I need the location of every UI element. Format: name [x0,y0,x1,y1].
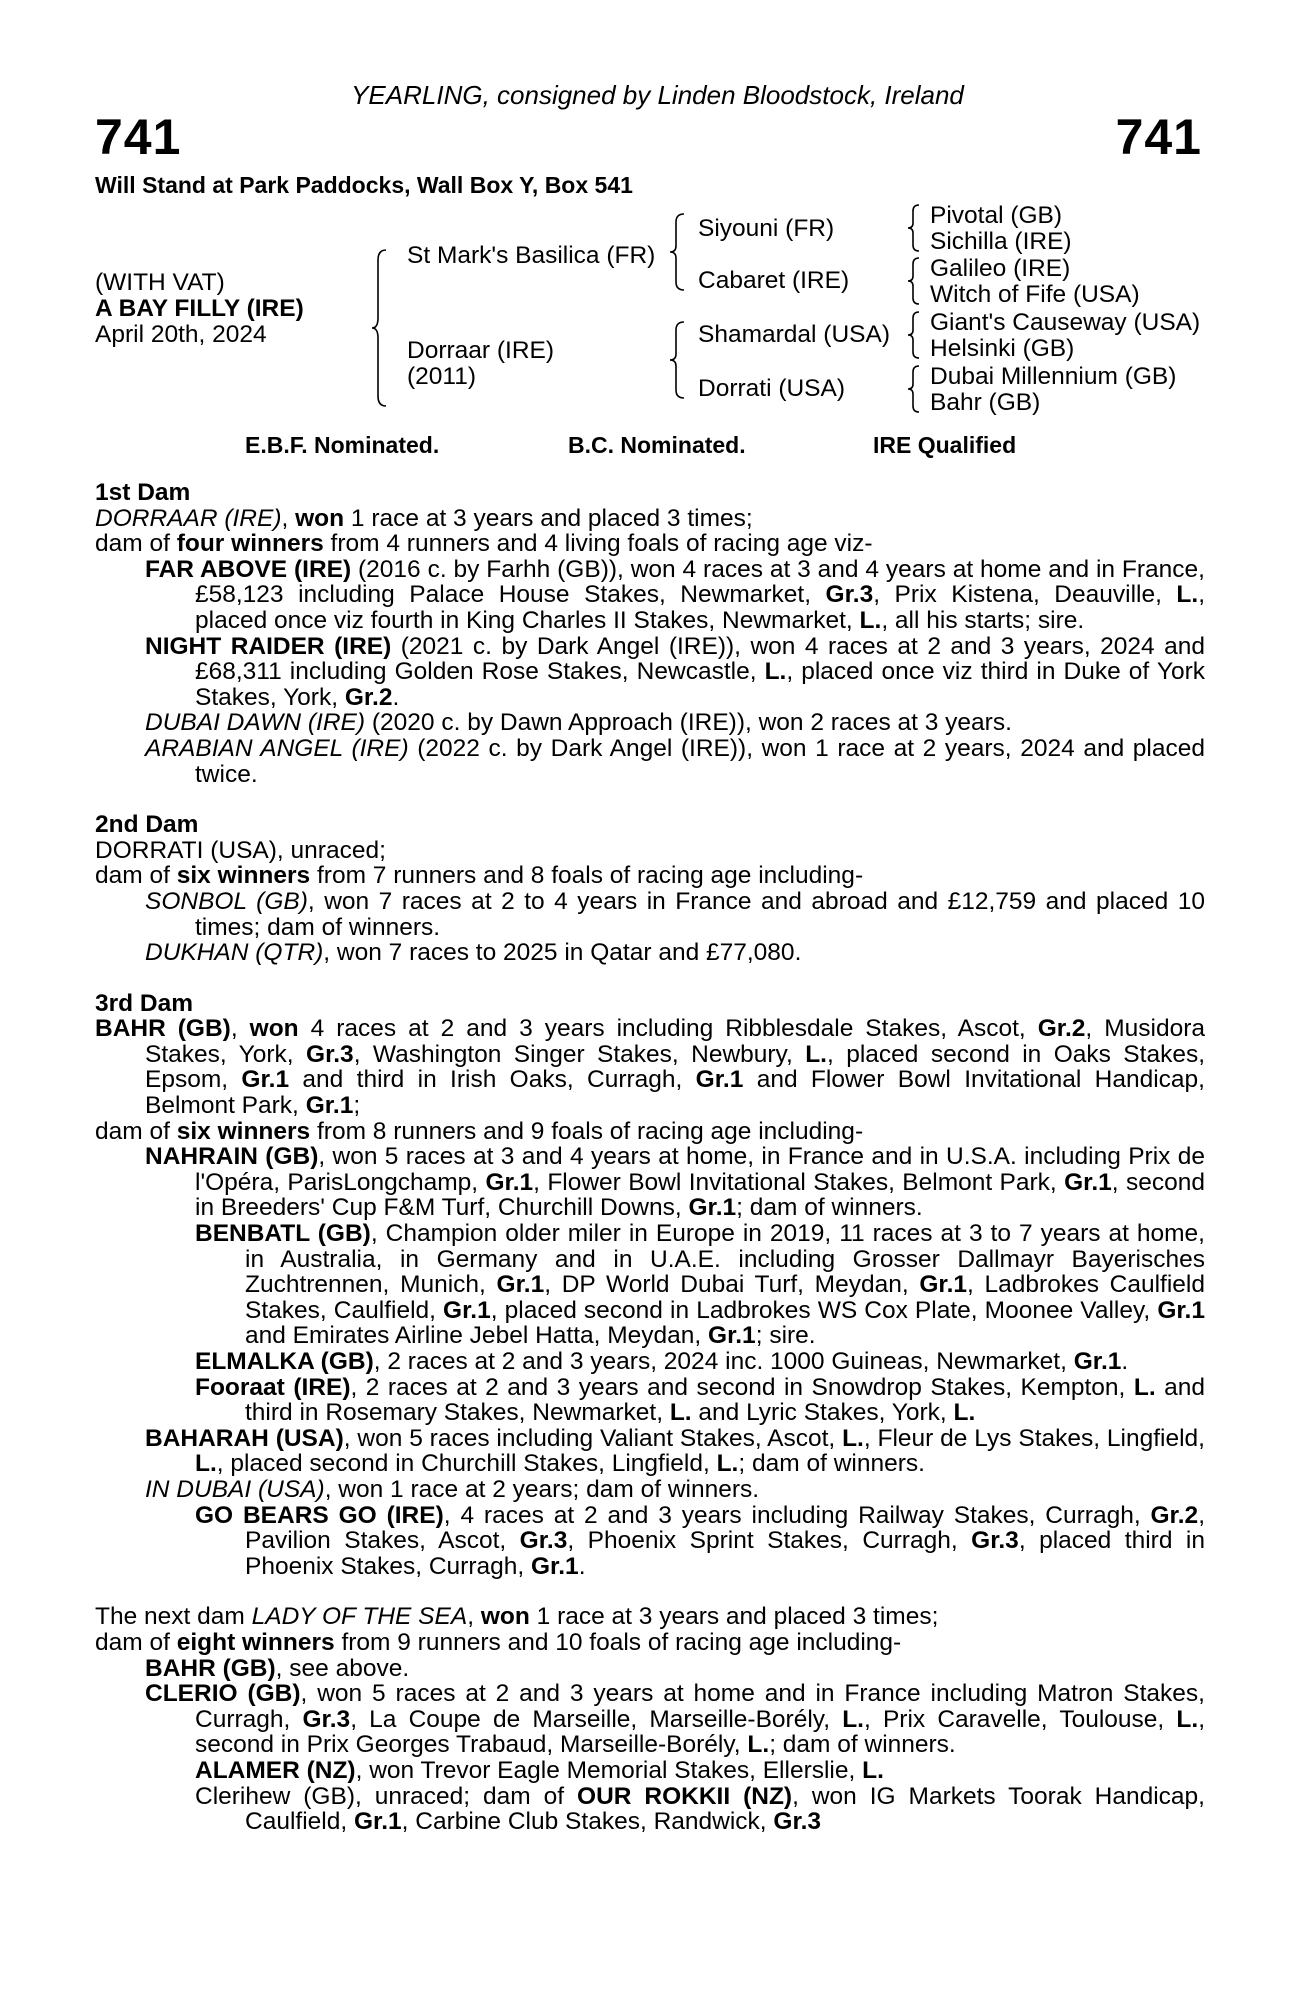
dam-dam-sire: Dubai Millennium (GB) [930,363,1177,390]
runner-fooraat: Fooraat (IRE), 2 races at 2 and 3 years and second in Snowdrop Stakes, Kempton, L. and third in Rosemary Stakes, Newmarket, L. and Lyric Stakes, York, L. [195,1373,1205,1427]
ebf-nominated: E.B.F. Nominated. [245,432,440,458]
sire: St Mark's Basilica (FR) [407,242,656,269]
runner-night-raider: NIGHT RAIDER (IRE) (2021 c. by Dark Angel (IRE)), won 4 races at 2 and 3 years, 2024 and £68,311 including Golden Rose Stakes, Newcastle, L., placed once viz third in Duke of York Stakes, York, Gr.2. [145,632,1205,711]
lot-number-left: 741 [95,109,182,165]
vat-note: (WITH VAT) [95,269,225,296]
catalogue-body [95,480,1205,1835]
sire-dam: Cabaret (IRE) [698,267,850,294]
runner-dubai-dawn: DUBAI DAWN (IRE) (2020 c. by Dawn Approach (IRE)), won 2 races at 3 years. [145,709,1012,737]
runner-in-dubai: IN DUBAI (USA), won 1 race at 2 years; dam of winners. [145,1475,760,1503]
pedigree-brace-dam [668,320,688,400]
sire-sire: Siyouni (FR) [698,215,835,242]
lot-number-right: 741 [1115,109,1202,165]
third-dam-produce: dam of six winners from 8 runners and 9 foals of racing age including- [95,1117,864,1145]
first-dam-line: DORRAAR (IRE), won 1 race at 3 years and placed 3 times; [95,504,753,532]
runner-far-above: FAR ABOVE (IRE) (2016 c. by Farhh (GB)), won 4 races at 3 and 4 years at home and in France, £58,123 including Palace House Stakes, Newmarket, Gr.3, Prix Kistena, Deauville, L., placed once viz fourth in King Charles II Stakes, Newmarket, L., all his starts; sire. [145,555,1205,634]
runner-elmalka: ELMALKA (GB), 2 races at 2 and 3 years, 2024 inc. 1000 Guineas, Newmarket, Gr.1. [195,1348,1129,1375]
first-dam-heading: 1st Dam [95,479,191,506]
pedigree-brace-3d [906,364,922,414]
runner-benbatl: BENBATL (GB), Champion older miler in Europe in 2019, 11 races at 3 to 7 years at home, in Australia, in Germany and in U.A.E. including Grosser Dallmayr Bayerisches Zuchtrennen, Munich, Gr.1, DP World Dubai Turf, Meydan, Gr.1, Ladbrokes Caulfield Stakes, Caulfield, Gr.1, placed second in Ladbrokes WS Cox Plate, Moonee Valley, Gr.1 and Emirates Airline Jebel Hatta, Meydan, Gr.1; sire. [195,1220,1205,1350]
dam-dam-dam: Bahr (GB) [930,389,1041,416]
horse-dob: April 20th, 2024 [95,321,267,348]
runner-clerio: CLERIO (GB), won 5 races at 2 and 3 years at home and in France including Matron Stakes, Curragh, Gr.3, La Coupe de Marseille, Marseille-Borély, L., Prix Caravelle, Toulouse, L., second in Prix Georges Trabaud, Marseille-Borély, L.; dam of winners. [145,1680,1205,1759]
dam-dam: Dorrati (USA) [698,375,846,402]
horse-name: A BAY FILLY (IRE) [95,295,304,322]
first-dam-produce: dam of four winners from 4 runners and 4 living foals of racing age viz- [95,530,873,558]
stand-location: Will Stand at Park Paddocks, Wall Box Y, Box 541 [95,172,633,198]
second-dam-line: DORRATI (USA), unraced; [95,836,386,864]
next-dam-line: The next dam LADY OF THE SEA, won 1 race at 3 years and placed 3 times; [95,1603,939,1631]
runner-bahr-see-above: BAHR (GB), see above. [145,1654,410,1682]
runner-baharah: BAHARAH (USA), won 5 races including Valiant Stakes, Ascot, L., Fleur de Lys Stakes, Lingfield, L., placed second in Churchill Stakes, Lingfield, L.; dam of winners. [145,1424,1205,1478]
dam: Dorraar (IRE) [407,337,555,364]
third-dam-heading: 3rd Dam [95,989,194,1017]
pedigree-brace-3a [906,203,922,253]
third-dam-bahr: BAHR (GB), won 4 races at 2 and 3 years including Ribblesdale Stakes, Ascot, Gr.2, Musidora Stakes, York, Gr.3, Washington Singer Stakes, Newbury, L., placed second in Oaks Stakes, Epsom, Gr.1 and third in Irish Oaks, Curragh, Gr.1 and Flower Bowl Invitational Handicap, Belmont Park, Gr.1; [95,1015,1206,1120]
runner-dukhan: DUKHAN (QTR), won 7 races to 2025 in Qatar and £77,080. [145,939,802,967]
runner-alamer: ALAMER (NZ), won Trevor Eagle Memorial Stakes, Ellerslie, L. [195,1756,884,1784]
pedigree-brace-3c [906,310,922,360]
sire-sire-sire: Pivotal (GB) [930,202,1063,229]
next-dam-produce: dam of eight winners from 9 runners and 10 foals of racing age including- [95,1628,902,1656]
runner-arabian-angel: ARABIAN ANGEL (IRE) (2022 c. by Dark Angel (IRE)), won 1 race at 2 years, 2024 and placed twice. [145,734,1205,788]
pedigree-brace-3b [906,256,922,306]
dam-sire-sire: Giant's Causeway (USA) [930,309,1201,336]
pedigree-brace-main [370,248,390,408]
dam-year: (2011) [407,363,477,390]
sire-sire-dam: Sichilla (IRE) [930,228,1072,255]
runner-sonbol: SONBOL (GB), won 7 races at 2 to 4 years in France and abroad and £12,759 and placed 10 times; dam of winners. [145,887,1205,941]
runner-clerihew: Clerihew (GB), unraced; dam of OUR ROKKII (NZ), won IG Markets Toorak Handicap, Caulfield, Gr.1, Carbine Club Stakes, Randwick, Gr.3 [195,1782,1205,1836]
bc-nominated: B.C. Nominated. [568,432,746,458]
sire-dam-sire: Galileo (IRE) [930,255,1071,282]
consignment-title: YEARLING, consigned by Linden Bloodstock, Ireland [351,80,964,110]
sire-dam-dam: Witch of Fife (USA) [930,281,1140,308]
pedigree-brace-sire [668,212,688,292]
ire-qualified: IRE Qualified [873,432,1017,458]
second-dam-heading: 2nd Dam [95,811,199,839]
runner-nahrain: NAHRAIN (GB), won 5 races at 3 and 4 years at home, in France and in U.S.A. including Prix de l'Opéra, ParisLongchamp, Gr.1, Flower Bowl Invitational Stakes, Belmont Park, Gr.1, second in Breeders' Cup F&M Turf, Churchill Downs, Gr.1; dam of winners. [145,1143,1205,1222]
second-dam-produce: dam of six winners from 7 runners and 8 foals of racing age including- [95,862,864,890]
runner-go-bears-go: GO BEARS GO (IRE), 4 races at 2 and 3 years including Railway Stakes, Curragh, Gr.2, Pavilion Stakes, Ascot, Gr.3, Phoenix Sprint Stakes, Curragh, Gr.3, placed third in Phoenix Stakes, Curragh, Gr.1. [195,1501,1205,1580]
dam-sire: Shamardal (USA) [698,321,890,348]
dam-sire-dam: Helsinki (GB) [930,335,1075,362]
